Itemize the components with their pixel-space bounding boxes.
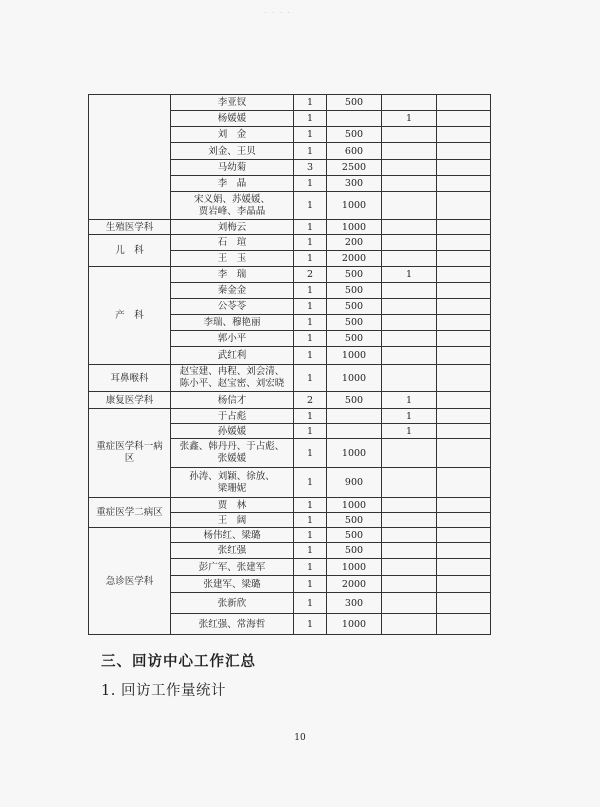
extra-cell xyxy=(437,513,491,528)
name-cell: 刘金、王贝 xyxy=(171,143,294,160)
extra-cell xyxy=(437,143,491,160)
extra-cell xyxy=(437,235,491,251)
amount-cell: 500 xyxy=(327,299,382,315)
department-cell: 重症医学二病区 xyxy=(89,498,171,528)
extra-cell xyxy=(382,299,437,315)
amount-cell: 500 xyxy=(327,315,382,331)
count-cell: 1 xyxy=(294,251,327,267)
count-cell: 1 xyxy=(294,498,327,513)
name-cell: 马幼菊 xyxy=(171,160,294,176)
name-cell: 郭小平 xyxy=(171,331,294,347)
extra-cell xyxy=(437,468,491,498)
name-cell: 武红利 xyxy=(171,347,294,365)
count-cell: 3 xyxy=(294,160,327,176)
extra-cell xyxy=(382,559,437,576)
name-cell: 秦金金 xyxy=(171,283,294,299)
extra-cell xyxy=(382,593,437,614)
table-row xyxy=(89,409,491,424)
name-cell: 杨伟红、梁璐 xyxy=(171,528,294,543)
count-cell: 1 xyxy=(294,192,327,220)
amount-cell: 2000 xyxy=(327,251,382,267)
extra-cell xyxy=(437,439,491,468)
count-cell: 1 xyxy=(294,299,327,315)
extra-cell xyxy=(437,192,491,220)
extra-cell xyxy=(382,528,437,543)
name-cell: 张鑫、韩丹丹、于占彪、 张媛媛 xyxy=(171,439,294,468)
amount-cell: 500 xyxy=(327,392,382,409)
extra-cell xyxy=(437,559,491,576)
extra-cell xyxy=(382,513,437,528)
name-cell: 赵宝建、冉程、刘会清、 陈小平、赵宝密、刘宏晓 xyxy=(171,365,294,392)
extra-cell xyxy=(382,143,437,160)
count-cell: 2 xyxy=(294,267,327,283)
extra-cell xyxy=(437,315,491,331)
name-cell: 李 瑞 xyxy=(171,267,294,283)
amount-cell xyxy=(327,111,382,127)
extra-cell xyxy=(437,160,491,176)
table-row xyxy=(89,365,491,392)
subsection-heading: 1. 回访工作量统计 xyxy=(101,683,226,699)
name-cell: 王 阔 xyxy=(171,513,294,528)
award-table xyxy=(88,94,491,635)
count-cell: 1 xyxy=(294,176,327,192)
count-cell: 1 xyxy=(294,235,327,251)
name-cell: 于占彪 xyxy=(171,409,294,424)
name-cell: 张红强 xyxy=(171,543,294,559)
scan-mark: · · · · xyxy=(264,10,292,17)
extra-cell xyxy=(382,220,437,235)
amount-cell: 500 xyxy=(327,543,382,559)
name-cell: 张新欣 xyxy=(171,593,294,614)
extra-cell xyxy=(382,614,437,635)
amount-cell: 500 xyxy=(327,283,382,299)
department-cell: 儿 科 xyxy=(89,235,171,267)
table-row xyxy=(89,95,491,111)
amount-cell: 1000 xyxy=(327,365,382,392)
count-cell: 1 xyxy=(294,331,327,347)
section-heading: 三、回访中心工作汇总 xyxy=(101,654,256,670)
extra-cell xyxy=(437,95,491,111)
count-cell: 1 xyxy=(294,576,327,593)
amount-cell xyxy=(327,424,382,439)
department-cell xyxy=(89,95,171,220)
department-cell: 生殖医学科 xyxy=(89,220,171,235)
extra-cell: 1 xyxy=(382,267,437,283)
name-cell: 张建军、梁璐 xyxy=(171,576,294,593)
count-cell: 1 xyxy=(294,559,327,576)
extra-cell xyxy=(437,424,491,439)
name-cell: 彭广军、张建军 xyxy=(171,559,294,576)
amount-cell: 200 xyxy=(327,235,382,251)
name-cell: 孙媛媛 xyxy=(171,424,294,439)
count-cell: 1 xyxy=(294,365,327,392)
count-cell: 1 xyxy=(294,424,327,439)
amount-cell: 500 xyxy=(327,513,382,528)
name-cell: 杨信才 xyxy=(171,392,294,409)
extra-cell xyxy=(437,543,491,559)
count-cell: 1 xyxy=(294,543,327,559)
count-cell: 1 xyxy=(294,111,327,127)
count-cell: 1 xyxy=(294,468,327,498)
amount-cell: 500 xyxy=(327,331,382,347)
name-cell: 王 玉 xyxy=(171,251,294,267)
extra-cell xyxy=(382,468,437,498)
extra-cell xyxy=(437,299,491,315)
extra-cell xyxy=(382,331,437,347)
count-cell: 1 xyxy=(294,127,327,143)
extra-cell: 1 xyxy=(382,409,437,424)
extra-cell xyxy=(382,498,437,513)
table-row xyxy=(89,498,491,513)
extra-cell xyxy=(437,614,491,635)
extra-cell xyxy=(382,365,437,392)
amount-cell: 1000 xyxy=(327,614,382,635)
count-cell: 1 xyxy=(294,283,327,299)
extra-cell xyxy=(437,593,491,614)
department-cell: 康复医学科 xyxy=(89,392,171,409)
name-cell: 石 瑄 xyxy=(171,235,294,251)
extra-cell xyxy=(437,267,491,283)
extra-cell xyxy=(437,498,491,513)
page-number: 10 xyxy=(294,733,306,743)
amount-cell: 500 xyxy=(327,528,382,543)
extra-cell xyxy=(437,220,491,235)
amount-cell: 1000 xyxy=(327,192,382,220)
extra-cell xyxy=(437,331,491,347)
extra-cell xyxy=(437,347,491,365)
extra-cell xyxy=(382,347,437,365)
amount-cell: 1000 xyxy=(327,559,382,576)
amount-cell xyxy=(327,409,382,424)
extra-cell xyxy=(437,251,491,267)
extra-cell xyxy=(382,543,437,559)
amount-cell: 600 xyxy=(327,143,382,160)
extra-cell xyxy=(437,576,491,593)
extra-cell xyxy=(382,127,437,143)
department-cell: 耳鼻喉科 xyxy=(89,365,171,392)
table-row xyxy=(89,267,491,283)
extra-cell: 1 xyxy=(382,392,437,409)
extra-cell xyxy=(382,176,437,192)
extra-cell xyxy=(437,283,491,299)
extra-cell: 1 xyxy=(382,424,437,439)
name-cell: 李亚钗 xyxy=(171,95,294,111)
count-cell: 1 xyxy=(294,143,327,160)
name-cell: 张红强、常海哲 xyxy=(171,614,294,635)
extra-cell xyxy=(437,409,491,424)
amount-cell: 1000 xyxy=(327,498,382,513)
extra-cell xyxy=(437,111,491,127)
amount-cell: 500 xyxy=(327,267,382,283)
count-cell: 1 xyxy=(294,439,327,468)
extra-cell xyxy=(437,176,491,192)
amount-cell: 1000 xyxy=(327,347,382,365)
count-cell: 1 xyxy=(294,593,327,614)
table-row xyxy=(89,220,491,235)
count-cell: 1 xyxy=(294,614,327,635)
name-cell: 贾 林 xyxy=(171,498,294,513)
extra-cell xyxy=(382,192,437,220)
amount-cell: 500 xyxy=(327,95,382,111)
count-cell: 1 xyxy=(294,347,327,365)
name-cell: 公苓苓 xyxy=(171,299,294,315)
extra-cell xyxy=(382,95,437,111)
name-cell: 宋义娟、苏媛媛、 贾岩峰、李晶晶 xyxy=(171,192,294,220)
extra-cell: 1 xyxy=(382,111,437,127)
amount-cell: 2000 xyxy=(327,576,382,593)
table-row xyxy=(89,392,491,409)
extra-cell xyxy=(382,235,437,251)
amount-cell: 500 xyxy=(327,127,382,143)
name-cell: 刘梅云 xyxy=(171,220,294,235)
name-cell: 刘 金 xyxy=(171,127,294,143)
table-row xyxy=(89,235,491,251)
extra-cell xyxy=(382,251,437,267)
extra-cell xyxy=(382,160,437,176)
name-cell: 李瑞、穆艳丽 xyxy=(171,315,294,331)
extra-cell xyxy=(437,127,491,143)
extra-cell xyxy=(382,315,437,331)
name-cell: 李 晶 xyxy=(171,176,294,192)
extra-cell xyxy=(437,528,491,543)
amount-cell: 1000 xyxy=(327,220,382,235)
department-cell: 重症医学科一病 区 xyxy=(89,409,171,498)
amount-cell: 1000 xyxy=(327,439,382,468)
count-cell: 2 xyxy=(294,392,327,409)
count-cell: 1 xyxy=(294,528,327,543)
extra-cell xyxy=(437,365,491,392)
count-cell: 1 xyxy=(294,409,327,424)
count-cell: 1 xyxy=(294,315,327,331)
amount-cell: 2500 xyxy=(327,160,382,176)
amount-cell: 300 xyxy=(327,593,382,614)
extra-cell xyxy=(382,439,437,468)
department-cell: 产 科 xyxy=(89,267,171,365)
count-cell: 1 xyxy=(294,220,327,235)
table-row xyxy=(89,528,491,543)
extra-cell xyxy=(382,576,437,593)
extra-cell xyxy=(437,392,491,409)
amount-cell: 900 xyxy=(327,468,382,498)
count-cell: 1 xyxy=(294,95,327,111)
name-cell: 孙涛、刘颖、徐放、 梁珊妮 xyxy=(171,468,294,498)
name-cell: 杨媛媛 xyxy=(171,111,294,127)
extra-cell xyxy=(382,283,437,299)
amount-cell: 300 xyxy=(327,176,382,192)
department-cell: 急诊医学科 xyxy=(89,528,171,635)
count-cell: 1 xyxy=(294,513,327,528)
